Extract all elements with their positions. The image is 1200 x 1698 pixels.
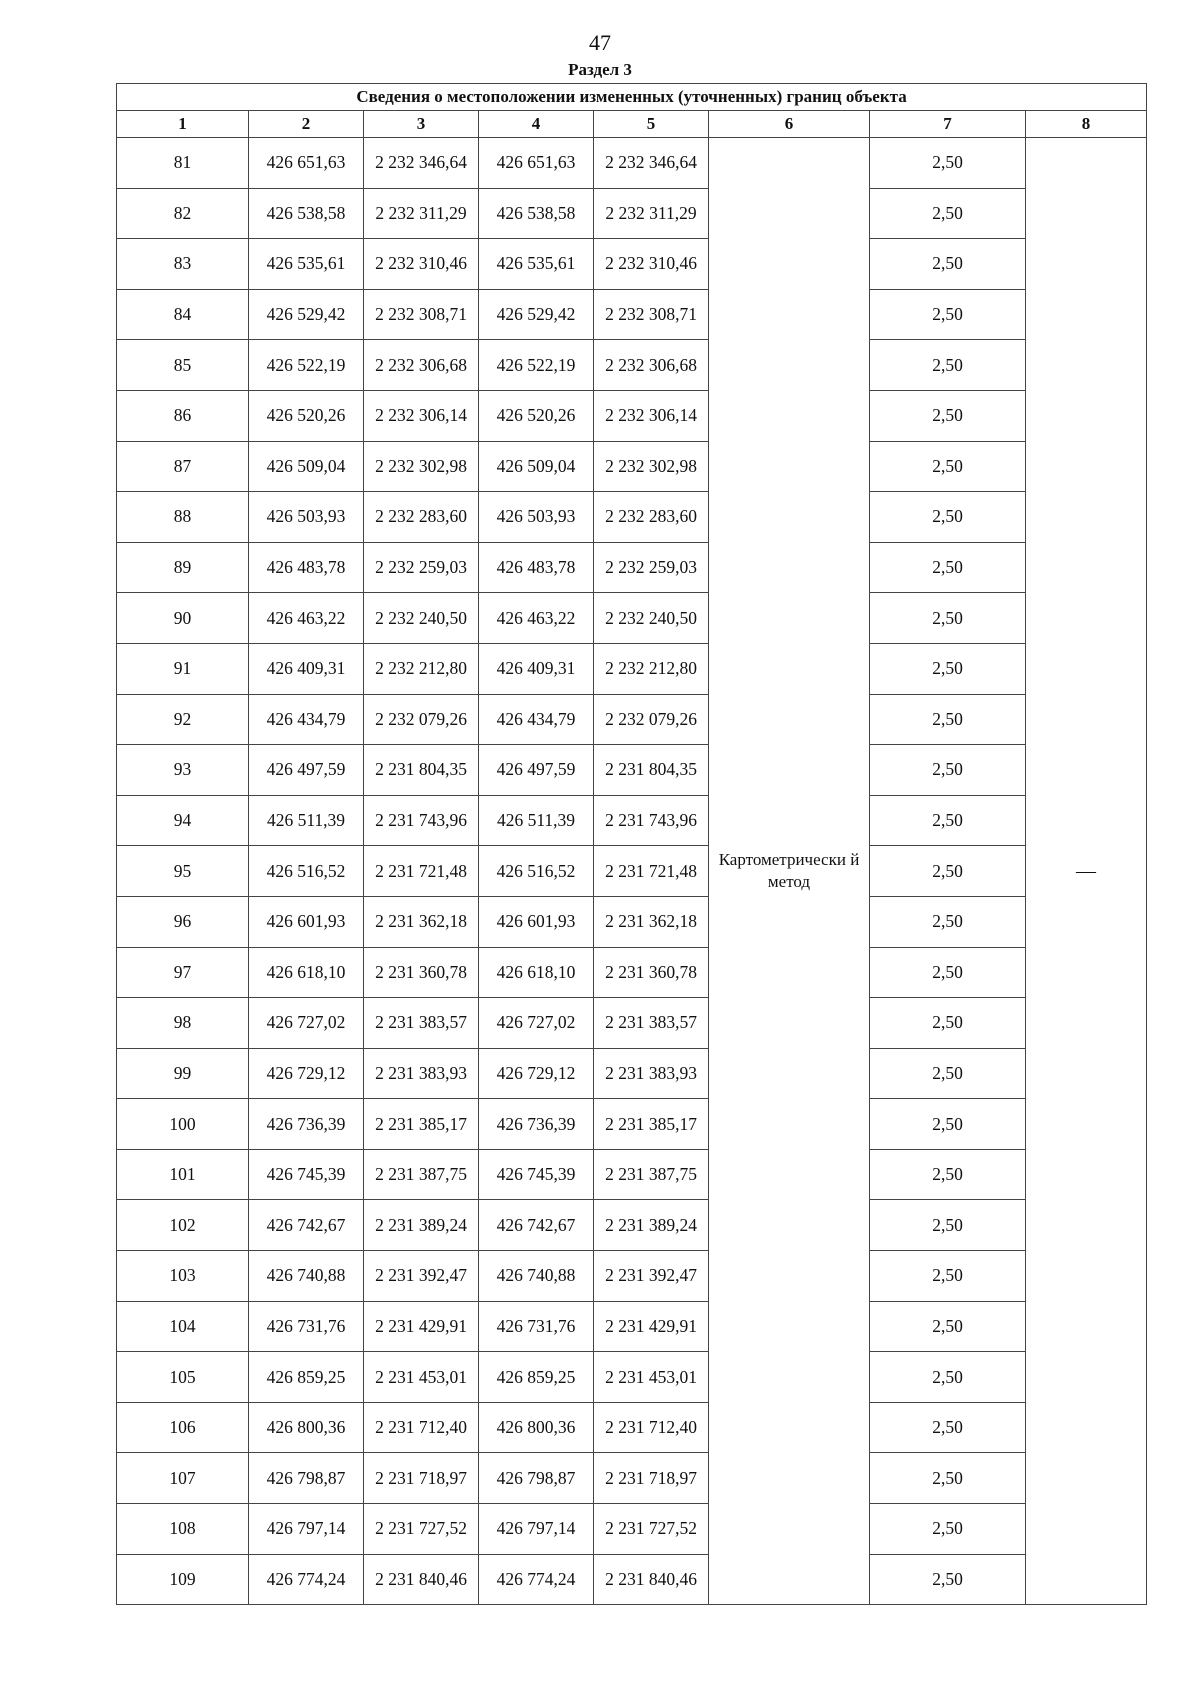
accuracy-value: 2,50 <box>870 593 1026 644</box>
coord-x-new: 426 409,31 <box>479 643 594 694</box>
coord-x-old: 426 729,12 <box>249 1048 364 1099</box>
column-number: 3 <box>364 111 479 138</box>
coord-y-new: 2 232 306,68 <box>594 340 709 391</box>
point-number: 92 <box>117 694 249 745</box>
coord-y-new: 2 231 721,48 <box>594 846 709 897</box>
point-number: 93 <box>117 745 249 796</box>
coord-x-old: 426 798,87 <box>249 1453 364 1504</box>
point-number: 87 <box>117 441 249 492</box>
coord-y-old: 2 231 383,57 <box>364 998 479 1049</box>
coord-x-old: 426 509,04 <box>249 441 364 492</box>
coord-x-new: 426 729,12 <box>479 1048 594 1099</box>
accuracy-value: 2,50 <box>870 1149 1026 1200</box>
column-number: 6 <box>709 111 870 138</box>
coord-y-new: 2 231 383,57 <box>594 998 709 1049</box>
table-row <box>117 1251 1147 1302</box>
table-row <box>117 289 1147 340</box>
coord-y-old: 2 231 389,24 <box>364 1200 479 1251</box>
coord-x-new: 426 434,79 <box>479 694 594 745</box>
table-row <box>117 745 1147 796</box>
coord-y-new: 2 231 804,35 <box>594 745 709 796</box>
accuracy-value: 2,50 <box>870 643 1026 694</box>
table-row <box>117 1099 1147 1150</box>
coord-y-old: 2 232 259,03 <box>364 542 479 593</box>
accuracy-value: 2,50 <box>870 1200 1026 1251</box>
coord-x-old: 426 618,10 <box>249 947 364 998</box>
accuracy-value: 2,50 <box>870 340 1026 391</box>
method-cell: Картометрически й метод <box>709 138 870 1605</box>
coord-y-old: 2 231 453,01 <box>364 1352 479 1403</box>
point-number: 82 <box>117 188 249 239</box>
coord-y-old: 2 232 212,80 <box>364 643 479 694</box>
coord-x-old: 426 529,42 <box>249 289 364 340</box>
coord-y-old: 2 231 392,47 <box>364 1251 479 1302</box>
coord-y-new: 2 231 385,17 <box>594 1099 709 1150</box>
coord-x-old: 426 503,93 <box>249 492 364 543</box>
coord-y-new: 2 231 743,96 <box>594 795 709 846</box>
coord-y-old: 2 232 310,46 <box>364 239 479 290</box>
coord-y-old: 2 231 387,75 <box>364 1149 479 1200</box>
coord-y-new: 2 231 362,18 <box>594 896 709 947</box>
coord-x-new: 426 859,25 <box>479 1352 594 1403</box>
table-row <box>117 643 1147 694</box>
point-number: 108 <box>117 1504 249 1555</box>
accuracy-value: 2,50 <box>870 1048 1026 1099</box>
table-row <box>117 998 1147 1049</box>
coord-x-new: 426 774,24 <box>479 1554 594 1605</box>
coord-y-old: 2 231 383,93 <box>364 1048 479 1099</box>
coord-x-new: 426 800,36 <box>479 1402 594 1453</box>
point-number: 85 <box>117 340 249 391</box>
coord-y-new: 2 231 389,24 <box>594 1200 709 1251</box>
note-cell: — <box>1026 138 1147 1605</box>
coord-y-old: 2 232 346,64 <box>364 138 479 189</box>
accuracy-value: 2,50 <box>870 1554 1026 1605</box>
coord-x-old: 426 463,22 <box>249 593 364 644</box>
coord-x-old: 426 727,02 <box>249 998 364 1049</box>
coord-y-old: 2 231 727,52 <box>364 1504 479 1555</box>
coord-x-old: 426 483,78 <box>249 542 364 593</box>
coord-y-new: 2 232 310,46 <box>594 239 709 290</box>
table-row <box>117 1554 1147 1605</box>
accuracy-value: 2,50 <box>870 1352 1026 1403</box>
point-number: 98 <box>117 998 249 1049</box>
table-row <box>117 1453 1147 1504</box>
point-number: 94 <box>117 795 249 846</box>
coord-x-new: 426 618,10 <box>479 947 594 998</box>
table-caption: Сведения о местоположении измененных (уточненных) границ объекта <box>117 84 1147 111</box>
coord-x-old: 426 601,93 <box>249 896 364 947</box>
coord-y-new: 2 232 079,26 <box>594 694 709 745</box>
coord-y-new: 2 232 311,29 <box>594 188 709 239</box>
coord-x-old: 426 520,26 <box>249 390 364 441</box>
accuracy-value: 2,50 <box>870 795 1026 846</box>
coordinates-table <box>116 83 1147 1605</box>
accuracy-value: 2,50 <box>870 239 1026 290</box>
point-number: 86 <box>117 390 249 441</box>
coord-y-new: 2 232 212,80 <box>594 643 709 694</box>
coord-x-old: 426 511,39 <box>249 795 364 846</box>
coord-x-old: 426 797,14 <box>249 1504 364 1555</box>
table-row <box>117 138 1147 189</box>
coord-x-new: 426 727,02 <box>479 998 594 1049</box>
coord-x-old: 426 740,88 <box>249 1251 364 1302</box>
coord-y-old: 2 231 804,35 <box>364 745 479 796</box>
point-number: 107 <box>117 1453 249 1504</box>
coord-x-new: 426 511,39 <box>479 795 594 846</box>
point-number: 89 <box>117 542 249 593</box>
coord-x-old: 426 800,36 <box>249 1402 364 1453</box>
accuracy-value: 2,50 <box>870 947 1026 998</box>
coord-x-new: 426 745,39 <box>479 1149 594 1200</box>
coord-y-old: 2 231 360,78 <box>364 947 479 998</box>
coord-y-new: 2 232 259,03 <box>594 542 709 593</box>
point-number: 99 <box>117 1048 249 1099</box>
accuracy-value: 2,50 <box>870 289 1026 340</box>
coord-x-old: 426 535,61 <box>249 239 364 290</box>
point-number: 101 <box>117 1149 249 1200</box>
coord-y-new: 2 231 392,47 <box>594 1251 709 1302</box>
point-number: 88 <box>117 492 249 543</box>
coord-x-new: 426 736,39 <box>479 1099 594 1150</box>
coord-x-new: 426 535,61 <box>479 239 594 290</box>
point-number: 96 <box>117 896 249 947</box>
coord-x-new: 426 497,59 <box>479 745 594 796</box>
accuracy-value: 2,50 <box>870 998 1026 1049</box>
column-number: 1 <box>117 111 249 138</box>
table-caption-row <box>117 84 1147 111</box>
coord-x-new: 426 798,87 <box>479 1453 594 1504</box>
table-row <box>117 1402 1147 1453</box>
coord-y-old: 2 231 840,46 <box>364 1554 479 1605</box>
coord-x-old: 426 516,52 <box>249 846 364 897</box>
table-row <box>117 896 1147 947</box>
coord-y-old: 2 231 718,97 <box>364 1453 479 1504</box>
section-title: Раздел 3 <box>568 60 632 79</box>
accuracy-value: 2,50 <box>870 1099 1026 1150</box>
coord-x-new: 426 731,76 <box>479 1301 594 1352</box>
coord-x-old: 426 409,31 <box>249 643 364 694</box>
table-row <box>117 1149 1147 1200</box>
coord-x-new: 426 651,63 <box>479 138 594 189</box>
point-number: 97 <box>117 947 249 998</box>
coord-y-new: 2 232 302,98 <box>594 441 709 492</box>
coord-y-old: 2 232 306,14 <box>364 390 479 441</box>
column-number: 4 <box>479 111 594 138</box>
coord-y-new: 2 231 718,97 <box>594 1453 709 1504</box>
coord-x-old: 426 497,59 <box>249 745 364 796</box>
accuracy-value: 2,50 <box>870 745 1026 796</box>
accuracy-value: 2,50 <box>870 846 1026 897</box>
coord-y-old: 2 231 721,48 <box>364 846 479 897</box>
coord-x-old: 426 742,67 <box>249 1200 364 1251</box>
accuracy-value: 2,50 <box>870 1251 1026 1302</box>
table-row <box>117 1352 1147 1403</box>
table-row <box>117 390 1147 441</box>
coord-x-new: 426 503,93 <box>479 492 594 543</box>
accuracy-value: 2,50 <box>870 390 1026 441</box>
table-row <box>117 694 1147 745</box>
accuracy-value: 2,50 <box>870 138 1026 189</box>
table-row <box>117 1200 1147 1251</box>
coord-y-new: 2 231 360,78 <box>594 947 709 998</box>
coord-y-old: 2 232 311,29 <box>364 188 479 239</box>
coord-y-old: 2 232 079,26 <box>364 694 479 745</box>
coord-x-old: 426 538,58 <box>249 188 364 239</box>
accuracy-value: 2,50 <box>870 1453 1026 1504</box>
coord-y-new: 2 232 240,50 <box>594 593 709 644</box>
table-row <box>117 846 1147 897</box>
coord-x-old: 426 745,39 <box>249 1149 364 1200</box>
coord-x-old: 426 736,39 <box>249 1099 364 1150</box>
accuracy-value: 2,50 <box>870 1301 1026 1352</box>
coord-x-old: 426 522,19 <box>249 340 364 391</box>
coord-y-old: 2 231 743,96 <box>364 795 479 846</box>
coord-x-new: 426 797,14 <box>479 1504 594 1555</box>
coord-y-old: 2 232 240,50 <box>364 593 479 644</box>
point-number: 90 <box>117 593 249 644</box>
point-number: 106 <box>117 1402 249 1453</box>
coord-y-old: 2 231 429,91 <box>364 1301 479 1352</box>
coord-y-old: 2 232 308,71 <box>364 289 479 340</box>
coord-y-old: 2 232 283,60 <box>364 492 479 543</box>
accuracy-value: 2,50 <box>870 188 1026 239</box>
point-number: 95 <box>117 846 249 897</box>
table-row <box>117 947 1147 998</box>
table-row <box>117 441 1147 492</box>
table-row <box>117 542 1147 593</box>
point-number: 100 <box>117 1099 249 1150</box>
accuracy-value: 2,50 <box>870 492 1026 543</box>
coord-x-new: 426 509,04 <box>479 441 594 492</box>
coord-y-new: 2 231 429,91 <box>594 1301 709 1352</box>
accuracy-value: 2,50 <box>870 1504 1026 1555</box>
coord-y-new: 2 232 306,14 <box>594 390 709 441</box>
coord-y-new: 2 232 346,64 <box>594 138 709 189</box>
table-row <box>117 795 1147 846</box>
coord-x-new: 426 463,22 <box>479 593 594 644</box>
coord-y-old: 2 231 385,17 <box>364 1099 479 1150</box>
point-number: 83 <box>117 239 249 290</box>
coord-y-new: 2 231 712,40 <box>594 1402 709 1453</box>
coord-x-old: 426 434,79 <box>249 694 364 745</box>
accuracy-value: 2,50 <box>870 896 1026 947</box>
coord-y-new: 2 231 453,01 <box>594 1352 709 1403</box>
table-row <box>117 1048 1147 1099</box>
column-number: 8 <box>1026 111 1147 138</box>
coord-x-new: 426 538,58 <box>479 188 594 239</box>
table-row <box>117 340 1147 391</box>
table-row <box>117 239 1147 290</box>
coord-x-new: 426 742,67 <box>479 1200 594 1251</box>
accuracy-value: 2,50 <box>870 694 1026 745</box>
coord-y-new: 2 231 727,52 <box>594 1504 709 1555</box>
coord-y-old: 2 232 302,98 <box>364 441 479 492</box>
coord-y-old: 2 231 362,18 <box>364 896 479 947</box>
column-number: 7 <box>870 111 1026 138</box>
point-number: 81 <box>117 138 249 189</box>
point-number: 84 <box>117 289 249 340</box>
table-row <box>117 1504 1147 1555</box>
coord-y-new: 2 231 840,46 <box>594 1554 709 1605</box>
column-number: 2 <box>249 111 364 138</box>
point-number: 103 <box>117 1251 249 1302</box>
table-row <box>117 492 1147 543</box>
coord-x-old: 426 731,76 <box>249 1301 364 1352</box>
coord-x-new: 426 601,93 <box>479 896 594 947</box>
coord-x-old: 426 859,25 <box>249 1352 364 1403</box>
coord-x-new: 426 483,78 <box>479 542 594 593</box>
coord-y-new: 2 232 308,71 <box>594 289 709 340</box>
coord-x-new: 426 529,42 <box>479 289 594 340</box>
column-number: 5 <box>594 111 709 138</box>
accuracy-value: 2,50 <box>870 1402 1026 1453</box>
coord-y-old: 2 231 712,40 <box>364 1402 479 1453</box>
point-number: 104 <box>117 1301 249 1352</box>
accuracy-value: 2,50 <box>870 441 1026 492</box>
table-row <box>117 188 1147 239</box>
point-number: 109 <box>117 1554 249 1605</box>
coord-x-old: 426 651,63 <box>249 138 364 189</box>
table-row <box>117 1301 1147 1352</box>
coord-y-new: 2 232 283,60 <box>594 492 709 543</box>
point-number: 105 <box>117 1352 249 1403</box>
table-body <box>117 138 1147 1605</box>
coord-y-old: 2 232 306,68 <box>364 340 479 391</box>
table-row <box>117 593 1147 644</box>
coord-x-new: 426 522,19 <box>479 340 594 391</box>
coord-y-new: 2 231 383,93 <box>594 1048 709 1099</box>
coord-x-new: 426 520,26 <box>479 390 594 441</box>
accuracy-value: 2,50 <box>870 542 1026 593</box>
page-number: 47 <box>589 30 611 55</box>
coord-y-new: 2 231 387,75 <box>594 1149 709 1200</box>
coord-x-new: 426 516,52 <box>479 846 594 897</box>
coord-x-new: 426 740,88 <box>479 1251 594 1302</box>
point-number: 102 <box>117 1200 249 1251</box>
column-numbers-row <box>117 111 1147 138</box>
coord-x-old: 426 774,24 <box>249 1554 364 1605</box>
point-number: 91 <box>117 643 249 694</box>
